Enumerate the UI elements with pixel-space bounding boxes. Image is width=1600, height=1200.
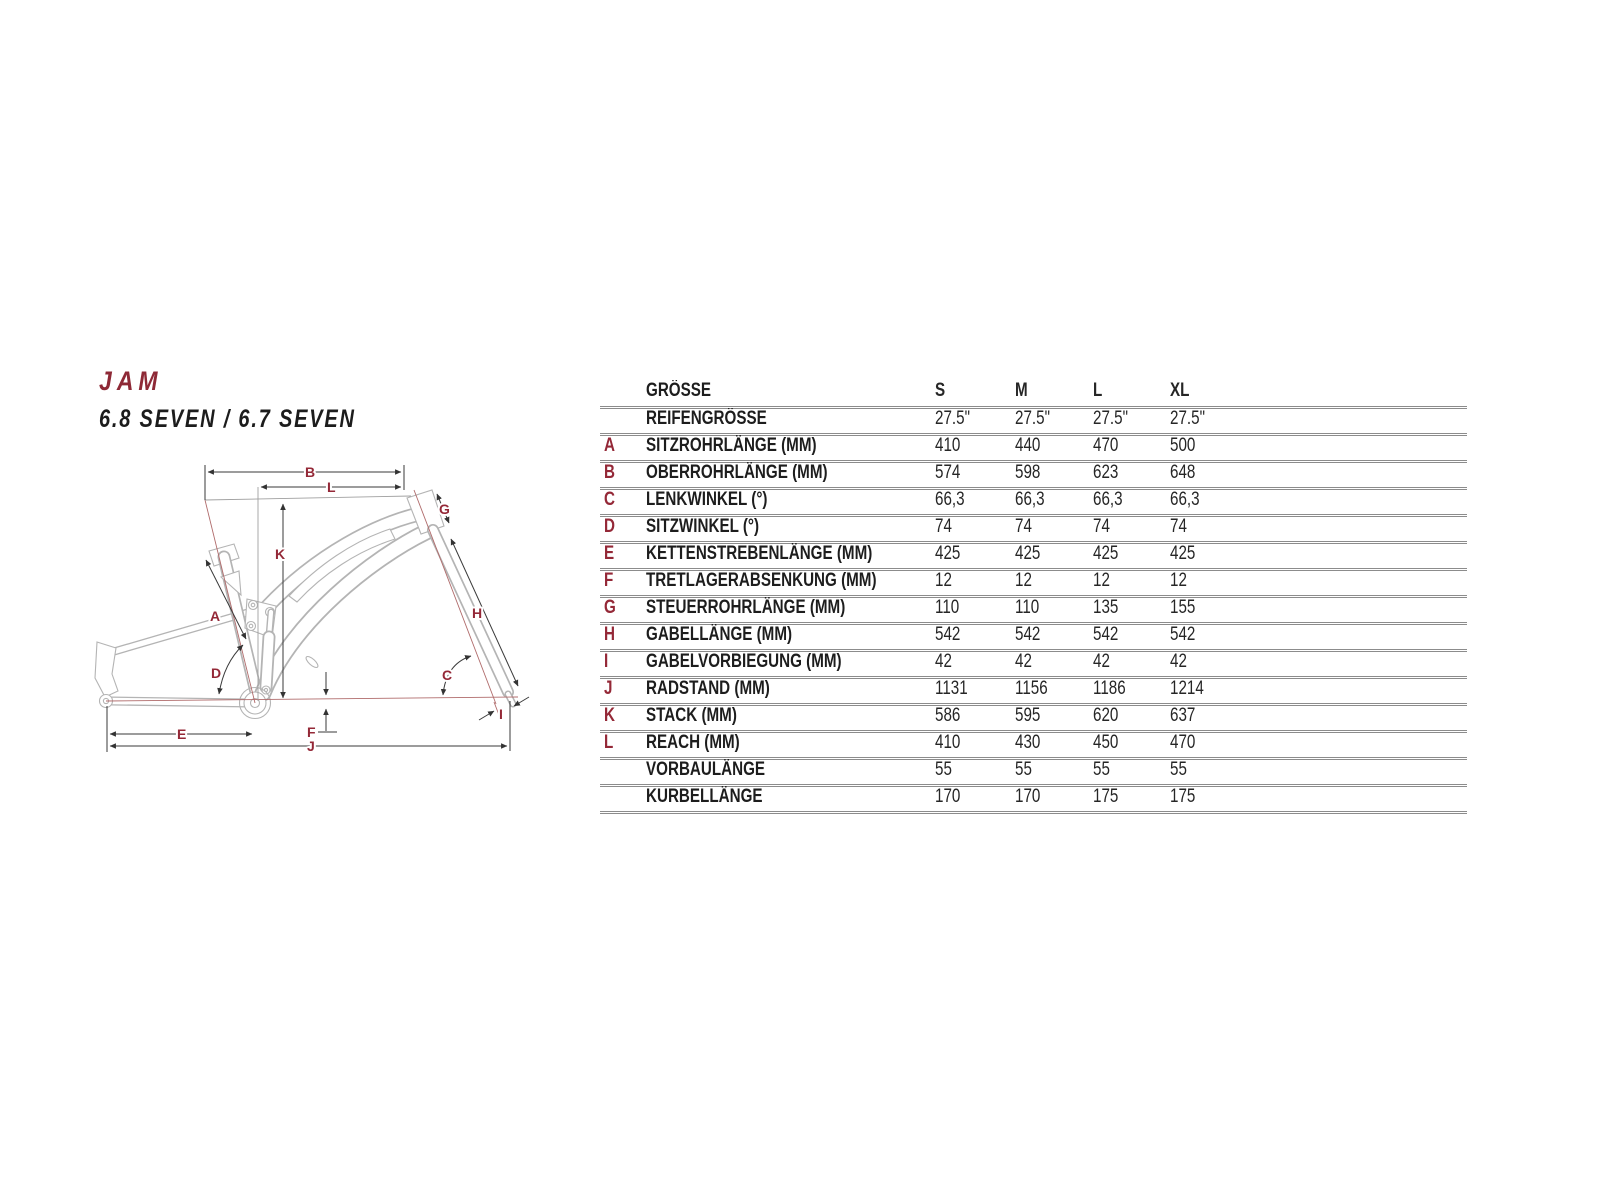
value-s: 170 <box>935 786 961 807</box>
value-s: 27.5" <box>935 408 970 429</box>
value-xl: 425 <box>1170 543 1196 564</box>
model-variants: 6.8 SEVEN / 6.7 SEVEN <box>99 405 356 433</box>
value-xl: 648 <box>1170 462 1196 483</box>
row-letter: B <box>604 462 615 483</box>
table-row <box>600 787 1467 814</box>
bike-frame-drawing <box>85 440 545 770</box>
dim-label-d: D <box>211 665 222 681</box>
row-letter: H <box>604 624 615 645</box>
value-m: 440 <box>1015 435 1041 456</box>
value-l: 1186 <box>1093 678 1126 699</box>
row-label: GABELLÄNGE (MM) <box>646 624 793 645</box>
value-l: 542 <box>1093 624 1119 645</box>
table-row <box>600 679 1467 706</box>
value-m: 27.5" <box>1015 408 1050 429</box>
construction-lines <box>106 487 518 715</box>
column-header-size-l: L <box>1093 380 1103 401</box>
table-row <box>600 733 1467 760</box>
row-letter: K <box>604 705 615 726</box>
row-label: STACK (MM) <box>646 705 737 726</box>
row-label: STEUERROHRLÄNGE (MM) <box>646 597 846 618</box>
value-l: 450 <box>1093 732 1119 753</box>
value-xl: 470 <box>1170 732 1196 753</box>
row-label: REACH (MM) <box>646 732 740 753</box>
value-m: 110 <box>1015 597 1040 618</box>
row-letter: I <box>604 651 609 672</box>
value-m: 55 <box>1015 759 1032 780</box>
value-l: 55 <box>1093 759 1110 780</box>
value-m: 595 <box>1015 705 1041 726</box>
table-row <box>600 706 1467 733</box>
value-m: 1156 <box>1015 678 1048 699</box>
header-size-xl <box>1170 381 1467 401</box>
value-s: 12 <box>935 570 952 591</box>
dim-label-g: G <box>439 501 450 517</box>
table-row <box>600 436 1467 463</box>
dim-label-l: L <box>327 479 336 495</box>
row-letter: C <box>604 489 615 510</box>
dim-label-h: H <box>472 605 483 621</box>
row-label: TRETLAGERABSENKUNG (MM) <box>646 570 877 591</box>
value-s: 425 <box>935 543 961 564</box>
row-label: RADSTAND (MM) <box>646 678 770 699</box>
title-block <box>99 366 420 434</box>
value-xl: 27.5" <box>1170 408 1205 429</box>
table-row <box>600 544 1467 571</box>
value-xl: 12 <box>1170 570 1187 591</box>
value-xl: 66,3 <box>1170 489 1200 510</box>
column-header-size-xl: XL <box>1170 380 1190 401</box>
value-l: 623 <box>1093 462 1119 483</box>
value-xl: 637 <box>1170 705 1196 726</box>
table-row <box>600 463 1467 490</box>
table-row <box>600 490 1467 517</box>
value-xl: 175 <box>1170 786 1196 807</box>
row-label: SITZWINKEL (°) <box>646 516 760 537</box>
row-letter: E <box>604 543 615 564</box>
value-s: 586 <box>935 705 961 726</box>
dim-label-j: J <box>307 738 315 754</box>
value-m: 542 <box>1015 624 1041 645</box>
table-row <box>600 517 1467 544</box>
dim-label-a: A <box>210 608 221 624</box>
value-s: 55 <box>935 759 952 780</box>
header-size-l <box>1093 381 1170 401</box>
row-letter: F <box>604 570 614 591</box>
value-xl: 42 <box>1170 651 1187 672</box>
value-m: 42 <box>1015 651 1032 672</box>
header-size-s <box>935 381 1015 401</box>
value-xl: 74 <box>1170 516 1187 537</box>
dim-label-k: K <box>275 546 286 562</box>
dim-label-e: E <box>177 726 187 742</box>
frame-outline <box>95 490 513 719</box>
value-s: 74 <box>935 516 952 537</box>
row-label: REIFENGRÖSSE <box>646 408 767 429</box>
model-name: JAM <box>99 366 163 396</box>
geometry-table <box>600 377 1467 814</box>
column-header-groesse: GRÖSSE <box>646 380 712 401</box>
dim-label-c: C <box>442 667 453 683</box>
value-m: 74 <box>1015 516 1032 537</box>
value-l: 12 <box>1093 570 1110 591</box>
value-m: 12 <box>1015 570 1032 591</box>
value-xl: 55 <box>1170 759 1187 780</box>
value-l: 66,3 <box>1093 489 1123 510</box>
value-m: 430 <box>1015 732 1041 753</box>
table-row <box>600 571 1467 598</box>
column-header-size-m: M <box>1015 380 1028 401</box>
header-label-cell <box>646 381 935 401</box>
value-s: 410 <box>935 435 961 456</box>
row-label: LENKWINKEL (°) <box>646 489 768 510</box>
row-letter: L <box>604 732 614 753</box>
dim-label-f: F <box>307 724 316 740</box>
value-m: 66,3 <box>1015 489 1045 510</box>
value-l: 42 <box>1093 651 1110 672</box>
dim-label-b: B <box>305 464 316 480</box>
geometry-diagram <box>85 440 545 770</box>
table-row <box>600 409 1467 436</box>
row-label: KETTENSTREBENLÄNGE (MM) <box>646 543 873 564</box>
row-label: GABELVORBIEGUNG (MM) <box>646 651 842 672</box>
value-s: 110 <box>935 597 960 618</box>
value-xl: 155 <box>1170 597 1196 618</box>
value-s: 410 <box>935 732 961 753</box>
dim-label-i: I <box>499 706 503 722</box>
row-letter: G <box>604 597 616 618</box>
value-l: 470 <box>1093 435 1119 456</box>
row-label: KURBELLÄNGE <box>646 786 763 807</box>
header-size-m <box>1015 381 1093 401</box>
row-letter: J <box>604 678 613 699</box>
table-row <box>600 760 1467 787</box>
value-s: 1131 <box>935 678 968 699</box>
row-letter: A <box>604 435 615 456</box>
table-body <box>600 409 1467 814</box>
value-m: 425 <box>1015 543 1041 564</box>
column-header-size-s: S <box>935 380 946 401</box>
dimension-letters <box>177 464 503 754</box>
table-row <box>600 625 1467 652</box>
value-xl: 1214 <box>1170 678 1204 699</box>
value-l: 175 <box>1093 786 1119 807</box>
value-m: 170 <box>1015 786 1041 807</box>
row-label: VORBAULÄNGE <box>646 759 766 780</box>
value-s: 66,3 <box>935 489 965 510</box>
value-l: 135 <box>1093 597 1119 618</box>
value-l: 620 <box>1093 705 1119 726</box>
value-l: 74 <box>1093 516 1110 537</box>
value-xl: 500 <box>1170 435 1196 456</box>
value-m: 598 <box>1015 462 1041 483</box>
table-header-row <box>600 377 1467 409</box>
value-l: 27.5" <box>1093 408 1128 429</box>
value-xl: 542 <box>1170 624 1196 645</box>
value-s: 574 <box>935 462 961 483</box>
table-row <box>600 598 1467 625</box>
table-row <box>600 652 1467 679</box>
row-label: SITZROHRLÄNGE (MM) <box>646 435 817 456</box>
value-s: 42 <box>935 651 952 672</box>
value-s: 542 <box>935 624 961 645</box>
row-letter: D <box>604 516 615 537</box>
value-l: 425 <box>1093 543 1119 564</box>
row-label: OBERROHRLÄNGE (MM) <box>646 462 828 483</box>
